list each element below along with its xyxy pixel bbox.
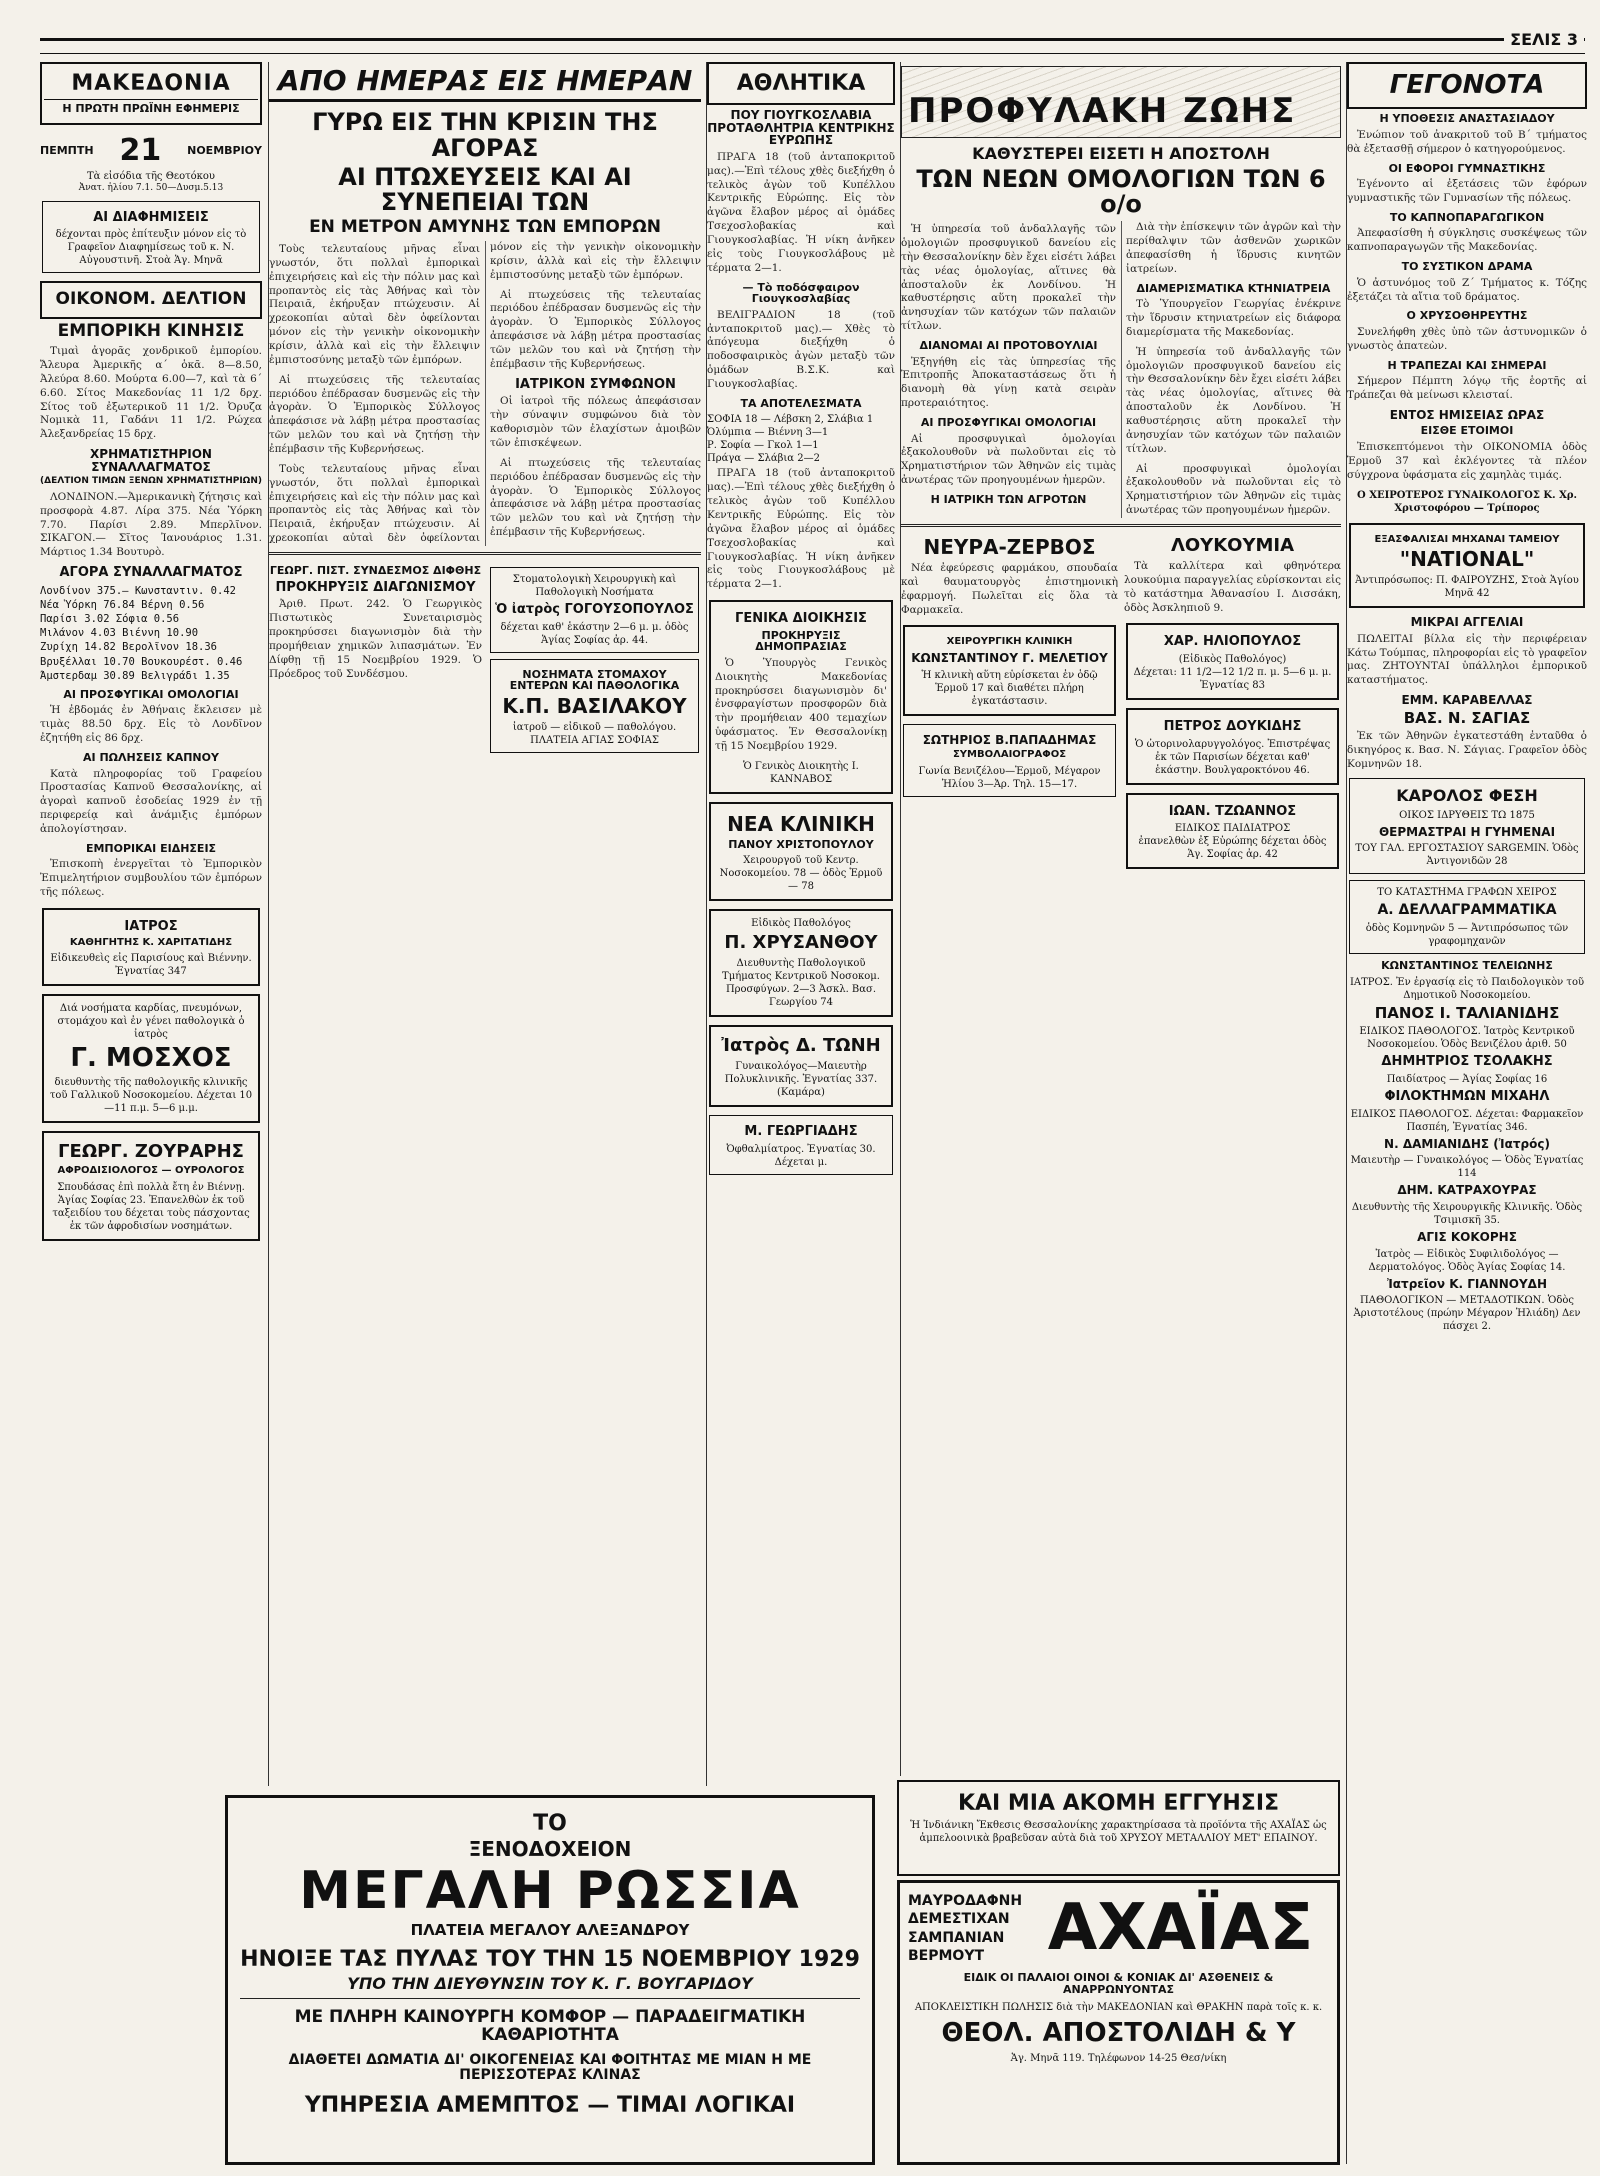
tal-text: ΕΙΔΙΚΟΣ ΠΑΘΟΛΟΓΟΣ. Ἰατρὸς Κεντρικοῦ Νοσοκομείου. Ὁδὸς Βενιζέλου ἀριθ. 50 [1359,1026,1575,1051]
sport-result: ΣΟΦΙΑ 18 — Λέβσκη 2, Σλάβια 1 [707,414,874,426]
nat-sub: Ἀντιπρόσωπος: Π. ΦΑΙΡΟΥΖΗΣ, Στοὰ Ἁγίου Μηνᾶ 42 [1355,575,1579,600]
headline-3: ΕΝ ΜΕΤΡΟΝ ΑΜΥΝΗΣ ΤΩΝ ΕΜΠΟΡΩΝ [309,217,661,238]
date-month: ΝΟΕΜΒΡΙΟΥ [187,143,262,157]
sport-results [707,413,895,465]
ad-papadimas [903,724,1116,797]
headline-1: ΓΥΡΩ ΕΙΣ ΤΗΝ ΚΡΙΣΙΝ ΤΗΣ ΑΓΟΡΑΣ [312,108,658,162]
ad-dim-text: Ὁ Ὑπουργὸς Γενικὸς Διοικητὴς Μακεδονίας προκηρύσσει διαγωνισμὸν δι' ἐνσφραγίστων προσφορῶν διὰ τὴν προμήθειαν 400 τεμαχίων ὑφάσματος. Ἐν Θεσσαλονίκῃ τῇ 15 Νοεμβρίου 1929. [715,656,887,753]
masthead-title: ΜΑΚΕΔΟΝΙΑ [71,71,231,96]
ad-b-hours: ἰατροῦ — εἰδικοῦ — παθολόγου. ΠΛΑΤΕΙΑ ΑΓΙΑΣ ΣΟΦΙΑΣ [512,721,677,746]
geo-name: Μ. ΓΕΩΡΓΙΑΔΗΣ [744,1124,858,1140]
fx-text: ΛΟΝΔΙΝΟΝ.—Ἀμερικανικὴ ζήτησις καὶ προσφορὰ 4.87. Λίρα 375. Νέα Ὑόρκη 7.70. Παρίσι 2.89. Μπερλῖνον. ΣΙΚΑΓΟΝ.— Σῖτος Ἰανουάριος 1.31. Μάρτιος 1.34 Βουτυρὸ. [40,490,262,559]
ach-agent-name: ΘΕΟΛ. ΑΠΟΣΤΟΛΙΔΗ & Υ [941,2018,1296,2049]
column-2 [268,62,701,1786]
gegonota-item-title: ΤΟ ΣΥΣΤΙΚΟΝ ΔΡΑΜΑ [1401,260,1533,274]
tobacco-text: Κατὰ πληροφορίας τοῦ Γραφείου Προστασίας Καπνοῦ Θεσσαλονίκης, αἱ ἀγοραὶ καπνοῦ ἐσοδείας 1929 ἐν τῇ περιφερείᾳ καὶ ἀνάμιξις ἐμπόρων ἀπολογίστησαν. [40,767,262,836]
ach-products [908,1892,1022,1965]
ad-klinik [709,802,893,902]
ad-tzoannos [1126,793,1339,870]
article-body [901,221,1341,518]
iatriko-title: ΙΑΤΡΙΚΟΝ ΣΥΜΦΩΝΟΝ [515,376,676,392]
small-ads-text: ΠΩΛΕΙΤΑΙ βίλλα εἰς τὴν περιφέρειαν Κάτω Τούμπας, πληροφορίαι εἰς τὸ γραφεῖον μας. ΖΗΤΟΥΝΤΑΙ ὑπάλληλοι ἐμπορικοῦ καταστήματος. [1347,632,1587,687]
ad-halkiopoulos [1126,623,1339,700]
ad2-text: Διά νοσήματα καρδίας, πνευμόνων, στομάχου καὶ ἐν γένει παθολογικὰ ὁ ἰατρὸς [57,1003,245,1041]
market-row: Ζυρίχη 14.82 Βερολῖνον 18.36 [40,641,218,654]
gegonota-item-text: Ὁ ἀστυνόμος τοῦ Ζ΄ Τμήματος κ. Τόζης ἐξετάζει τὰ αἴτια τοῦ δράματος. [1347,276,1587,303]
sport-text-2: ΒΕΛΙΓΡΑΔΙΟΝ 18 (τοῦ ἀνταποκριτοῦ μας).— Χθὲς τὸ ἀπόγευμα διεξήχθη ὁ ποδοσφαιρικὸς ἀγὼν μεταξὺ τῶν ὁμάδων Β.Σ.Κ. καὶ Γιουγκοσλαβίας. [707,308,895,390]
ad-national [1349,523,1585,609]
ad-dimoprasia [709,600,893,794]
para-3: Αἱ προσφυγικαὶ ὁμολογίαι ἐξακολουθοῦν νὰ πωλοῦνται εἰς τὸ Χρηματιστήριον τῶν Ἀθηνῶν εἰς τιμὰς ἀνωτέρας τῶν προηγουμένων ἡμερῶν. [1126,462,1341,517]
comp-head: ΓΕΩΡΓ. ΠΙΣΤ. ΣΥΝΔΕΣΜΟΣ ΔΙΦΘΗΣ [269,564,482,578]
hotel-line-2: ΔΙΑΘΕΤΕΙ ΔΩΜΑΤΙΑ ΔΙ' ΟΙΚΟΓΕΝΕΙΑΣ ΚΑΙ ΦΟΙΤΗΤΑΣ ΜΕ ΜΙΑΝ Η ΜΕ ΠΕΡΙΣΣΟΤΕΡΑΣ ΚΛΙΝΑΣ [288,2052,812,2083]
sport-text-3: ΠΡΑΓΑ 18 (τοῦ ἀνταποκριτοῦ μας).—Ἐπὶ τέλους χθὲς διεξήχθη ὁ τελικὸς ἀγὼν τοῦ Κυπέλλου Κεντρικῆς Εὐρώπης. Εἰς τὸν ἀγῶνα ἔλαβον μέρος αἱ ὁμάδες Τσεχοσλοβακίας καὶ Γιουγκοσλαβίας. Ἡ νίκη ἀνῆκεν εἰς τοὺς Γιουγκοσλάβους μὲ τέρματα 2—1. [707,467,895,591]
market-row: Μιλάνον 4.03 Βιέννη 10.90 [40,627,199,640]
trade-title: ΕΜΠΟΡΙΚΗ ΚΙΝΗΣΙΣ [57,321,245,342]
geo-text: Ὀφθαλμίατρος. Ἐγνατίας 30. Δέχεται μ. [726,1143,876,1168]
ads-row [901,533,1341,877]
sport-sub: — Τὸ ποδόσφαιρον Γιουγκοσλαβίας [742,280,860,306]
ad2-name: Γ. ΜΟΣΧΟΣ [70,1043,232,1074]
fx-title: ΧΡΗΜΑΤΙΣΤΗΡΙΟΝ ΣΥΝΑΛΛΑΓΜΑΤΟΣ [90,447,212,474]
econ-title-text: ΟΙΚΟΝΟΜ. ΔΕΛΤΙΟΝ [55,289,247,310]
kat-name: ΔΗΜ. ΚΑΤΡΑΧΟΥΡΑΣ [1397,1183,1537,1198]
para-1: Ἡ ὑπηρεσία τοῦ ἀνδαλλαγῆς τῶν ὁμολογιῶν προσφυγικοῦ δανείου εἰς τὴν Θεσσαλονίκην δὲν ἔχει εἰσέτι λάβει τὰς νέας ὁμολογίας, αἵτινες θὰ ἀποσταλοῦν ἐκ Λονδίνου. Ἡ καθυστέρησις αὕτη προκαλεῖ τὴν ἀνησυχίαν τῶν κατόχων τῶν παλαιῶν τίτλων. [901,223,1116,333]
comp-title: ΠΡΟΚΗΡΥΞΙΣ ΔΙΑΓΩΝΙΣΜΟΥ [275,579,476,595]
del-name: Α. ΔΕΛΛΑΓΡΑΜΜΑΤΙΚΑ [1377,902,1557,919]
ad-meletiou [903,625,1116,715]
neyra-title: ΝΕΥΡΑ-ΖΕΡΒΟΣ [923,535,1096,560]
masthead-subtitle: Η ΠΡΩΤΗ ΠΡΩΪΝΗ ΕΦΗΜΕΡΙΣ [44,99,258,115]
market-row: Νέα Ὑόρκη 76.84 Βέρνη 0.56 [40,598,205,611]
column-3 [706,62,895,1786]
mix-text: ΕΙΔΙΚΟΣ ΠΑΘΟΛΟΓΟΣ. Δέχεται: Φαρμακεῖον Πασπέη, Ἐγνατίας 346. [1350,1108,1584,1133]
fesi-text: ΤΟΥ ΓΑΛ. ΕΡΓΟΣΤΑΣΙΟΥ SARGEMIN. Ὁδὸς Ἀντιγονιδῶν 28 [1355,843,1579,868]
sub-1: ΔΙΑΝΟΜΑΙ ΑΙ ΠΡΟΤΟΒΟΥΛΙΑΙ [919,339,1098,353]
market-title: ΑΓΟΡΑ ΣΥΝΑΛΛΑΓΜΑΤΟΣ [59,565,243,581]
iatriko-text: Οἱ ἰατροὶ τῆς πόλεως ἀπεφάσισαν τὴν σύναψιν συμφώνου διὰ τὸν καθορισμὸν τῶν ἐλαχίστων ἀμοιβῶν τῶν ἐπισκέψεων. [490,395,701,449]
hotel-to: ΤΟ [533,1811,567,1836]
ad-b-name: Κ.Π. ΒΑΣΙΛΑΚΟΥ [502,693,687,718]
oik-sub: ΕΙΣΘΕ ΕΤΟΙΜΟΙ [1420,424,1514,438]
ach-top-title: ΚΑΙ ΜΙΑ ΑΚΟΜΗ ΕΓΓΥΗΣΙΣ [957,1791,1280,1816]
ad-gogousopoulos [490,567,699,653]
sport-text: ΠΡΑΓΑ 18 (τοῦ ἀνταποκριτοῦ μας).—Ἐπὶ τέλους χθὲς διεξήχθη ὁ τελικὸς ἀγὼν τοῦ Κυπέλλου Κεντρικῆς Εὐρώπης. Εἰς τὸν ἀγῶνα ἔλαβον μέρος αἱ ὁμάδες Τσεχοσλοβακίας καὶ Γιουγκοσλαβίας. Ἡ νίκη ἀνῆκεν εἰς τοὺς Γιουγκοσλάβους μὲ τέρματα 2—1. [707,150,895,274]
tso-name: ΔΗΜΗΤΡΙΟΣ ΤΣΟΛΑΚΗΣ [1381,1054,1553,1070]
del-head: ΤΟ ΚΑΤΑΣΤΗΜΑ ΓΡΑΦΩΝ ΧΕΙΡΟΣ [1377,887,1557,899]
sport-banner [707,62,895,105]
tal-name: ΠΑΝΟΣ Ι. ΤΑΛΙΑΝΙΔΗΣ [1374,1003,1560,1022]
ad-fesi [1349,778,1585,874]
oik-text: Ἐπισκεπτόμενοι τὴν ΟΙΚΟΝΟΜΙΑ ὁδὸς Ἑρμοῦ 37 καὶ ἐκλέγοντες τὰ πλέον σύγχρονα ὑφάσματα εἰς χαμηλὰς τιμάς. [1347,441,1587,481]
gegonota-item-text: Συνελήφθη χθὲς ὑπὸ τῶν ἀστυνομικῶν ὁ γνωστὸς ἀπατεὼν. [1347,325,1587,352]
article-para-2: Αἱ πτωχεύσεις τῆς τελευταίας περιόδου ἐπέδρασαν δυσμενῶς εἰς τὴν ἀγορὰν. Ὁ Ἐμπορικὸς Σύλλογος ἀπεφάσισε νὰ λάβῃ μέτρα προστασίας τῶν μελῶν του καὶ νὰ ζητήσῃ τὴν ἐπέμβασιν τῆς Κυβερνήσεως. [269,373,480,456]
ad-dim-title: ΓΕΝΙΚΑ ΔΙΟΙΚΗΣΙΣ [735,611,867,627]
ad-toni [709,1025,893,1107]
mel-title: ΧΕΙΡΟΥΡΓΙΚΗ ΚΛΙΝΙΚΗ [946,636,1073,648]
mel-text: Ἡ κλινικὴ αὕτη εὑρίσκεται ἐν ὁδῷ Ἑρμοῦ 17 καὶ διαθέτει πλήρη ἐγκατάστασιν. [921,669,1098,707]
tel-name: ΚΩΝΣΤΑΝΤΙΝΟΣ ΤΕΛΕΙΩΝΗΣ [1381,959,1553,973]
gegonota-banner [1347,62,1587,109]
gegonota-title: ΓΕΓΟΝΟΤΑ [1389,70,1545,100]
ach-tag: ΕΙΔΙΚ ΟΙ ΠΑΛΑΙΟΙ ΟΙΝΟΙ & ΚΟΝΙΑΚ ΔΙ' ΑΣΘΕΝΕΙΣ & ΑΝΑΡΡΩΝΥΟΝΤΑΣ [963,1971,1274,1996]
section-header: ΑΠΟ ΗΜΕΡΑΣ ΕΙΣ ΗΜΕΡΑΝ [269,66,701,102]
hal-text: Δέχεται: 11 1/2—12 1/2 π. μ. 5—6 μ. μ. Ἐγνατίας 83 [1133,667,1332,692]
article-body [269,241,701,546]
ach-main [908,1891,1329,1966]
pap-text: Γωνία Βενιζέλου—Ἑρμοῦ, Μέγαρον Ἠλίου 3—Ἀρ. Τηλ. 15—17. [918,765,1101,790]
achaia-guarantee [897,1780,1340,1876]
hal-sub: (Εἰδικὸς Παθολόγος) [1178,654,1287,666]
klinik-text: Χειρουργοῦ τοῦ Κεντρ. Νοσοκομείου. 78 — ὁδὸς Ἑρμοῦ — 78 [719,855,883,893]
sport-result: Ρ. Σοφία — Γκολ 1—1 [707,440,819,452]
article-para-5: Αἱ πτωχεύσεις τῆς τελευταίας περιόδου ἐπέδρασαν δυσμενῶς εἰς τὴν ἀγορὰν. Ὁ Ἐμπορικὸς Σύλλογος ἀπεφάσισε νὰ λάβῃ μέτρα προστασίας τῶν μελῶν του καὶ νὰ ζητήσῃ τὴν ἐπέμβασιν τῆς Κυβερνήσεως. [490,456,701,539]
gia-text: ΠΑΘΟΛΟΓΙΚΟΝ — ΜΕΤΑΔΟΤΙΚΩΝ. Ὁδὸς Ἀριστοτέλους (πρώην Μέγαρον Ἡλιάδη) Δεν πάσχει 2. [1353,1295,1581,1333]
ad-georgiadis [709,1115,893,1175]
nat-title: "NATIONAL" [1399,547,1535,572]
fesi-sub: ΟΙΚΟΣ ΙΔΡΥΘΕΙΣ ΤΩ 1875 [1399,809,1535,821]
hotel-name: ΜΕΓΑΛΗ ΡΩΣΣΙΑ [299,1861,801,1922]
date-line [40,131,262,171]
sport-headline: ΠΟΥ ΓΙΟΥΓΚΟΣΛΑΒΙΑ ΠΡΟΤΑΘΛΗΤΡΙΑ ΚΕΝΤΡΙΚΗΣ ΕΥΡΩΠΗΣ [707,108,895,148]
sub-3: Η ΙΑΤΡΙΚΗ ΤΩΝ ΑΓΡΟΤΩΝ [930,493,1087,507]
page-folio: ΣΕΛΙΣ 3 [1504,30,1584,49]
hotel-place: ΠΛΑΤΕΙΑ ΜΕΓΑΛΟΥ ΑΛΕΞΑΝΔΡΟΥ [410,1920,690,1939]
ads-notice-title: ΑΙ ΔΙΑΦΗΜΙΣΕΙΣ [93,209,209,225]
sub-4-text: Τὸ Ὑπουργεῖον Γεωργίας ἐνέκρινε τὴν ἵδρυσιν κτηνιατρείων εἰς διάφορα διαμερίσματα τῆς Μακεδονίας. [1126,298,1341,338]
obligations-title: ΑΙ ΠΡΟΣΦΥΓΙΚΑΙ ΟΜΟΛΟΓΙΑΙ [63,687,239,701]
headline-2: ΤΩΝ ΝΕΩΝ ΟΜΟΛΟΓΙΩΝ ΤΩΝ 6 ο/ο [916,164,1326,218]
fx-subtitle: (ΔΕΛΤΙΟΝ ΤΙΜΩΝ ΞΕΝΩΝ ΧΡΗΜΑΤΙΣΤΗΡΙΩΝ) [40,476,262,487]
small-ads-title: ΜΙΚΡΑΙ ΑΓΓΕΛΙΑΙ [1410,615,1524,630]
chrys-text: Διευθυντὴς Παθολογικοῦ Τμήματος Κεντρικοῦ Νοσοκομ. Προσφύγων. 2—3 Ἀσκλ. Βασ. Γεωργίου 74 [722,958,880,1009]
ads-notice-text: δέχονται πρὸς ἐπίτευξιν μόνον εἰς τὸ Γραφεῖον Διαφημίσεως τοῦ κ. Ν. Αὐγουστινῆ. Στοὰ Ἁγ. Μηνᾶ [55,229,247,267]
ad-a-hours: δέχεται καθ' ἑκάστην 2—6 μ. μ. ὁδὸς Ἁγίας Σοφίας ἀρ. 44. [500,621,689,646]
masthead [40,62,262,125]
market-row: Παρίσι 3.02 Σόφια 0.56 [40,613,180,626]
para-2: Ἡ ὑπηρεσία τοῦ ἀνδαλλαγῆς τῶν ὁμολογιῶν προσφυγικοῦ δανείου εἰς τὴν Θεσσαλονίκην δὲν ἔχει εἰσέτι λάβει τὰς νέας ὁμολογίας, αἵτινες θὰ ἀποσταλοῦν ἐκ Λονδίνου. Ἡ καθυστέρησις αὕτη προκαλεῖ τὴν ἀνησυχίαν τῶν κατόχων τῶν παλαιῶν τίτλων. [1126,345,1341,455]
ad3-text: Σπουδάσας ἐπὶ πολλὰ ἔτη ἐν Βιέννῃ. Ἁγίας Σοφίας 23. Ἐπανελθὼν ἐκ τοῦ ταξειδίου του δέχεται τοὺς πάσχοντας ἐκ τῶν ἀφροδισίων νοσημάτων. [52,1181,250,1232]
weekly: Ο ΧΕΙΡΟΤΕΡΟΣ ΓΥΝΑΙΚΟΛΟΓΟΣ Κ. Χρ. Χριστοφόρου — Τρίπορος [1357,489,1577,514]
article-para-1: Τοὺς τελευταίους μῆνας εἶναι γνωστόν, ὅτι πολλαὶ ἐμπορικαὶ ἐπιχειρήσεις καὶ εἰς τὴν πόλιν μας καὶ προπαντὸς εἰς τὰς Ἀθήνας καὶ τὸν Πειραιᾶ, ἐκήρυξαν πτώχευσιν. Αἱ χρεοκοπίαι αὐταὶ δὲν ὀφείλονται μόνον εἰς τὴν γενικὴν οἰκονομικὴν κρίσιν, ἀλλὰ καὶ εἰς τὴν ἔλλειψιν ἐμπιστοσύνης μεταξὺ τῶν ἐμπόρων. [269,242,480,366]
gegonota-item-title: Η ΥΠΟΘΕΣΙΣ ΑΝΑΣΤΑΣΙΑΔΟΥ [1379,112,1555,126]
neyra-text: Νέα ἐφεύρεσις φαρμάκου, σπουδαία καὶ θαυματουργὸς ἐπιστημονικὴ ἐφαρμογή. Πωλεῖται εἰς ὅλα τὰ Φαρμακεῖα. [901,562,1118,616]
gegonota-item-title: ΟΙ ΕΦΟΡΟΙ ΓΥΜΝΑΣΤΙΚΗΣ [1388,161,1546,175]
mel-name: ΚΩΝΣΤΑΝΤΙΝΟΥ Γ. ΜΕΛΕΤΙΟΥ [911,650,1108,665]
pap-sub: ΣΥΜΒΟΛΑΙΟΓΡΑΦΟΣ [952,749,1067,761]
ach-brand: ΑΧΑΪΑΣ [1047,1891,1314,1965]
mix-name: ΦΙΛΟΚΤΗΜΩΝ ΜΙΧΑΗΛ [1384,1089,1550,1105]
fesi-name: ΚΑΡΟΛΟΣ ΦΕΣΗ [1396,786,1538,806]
del-text: ὁδὸς Κομνηνῶν 5 — Ἀντιπρόσωπος τῶν γραφομηχανῶν [1365,923,1569,948]
competition-notice [269,561,482,759]
gegonota-item-title: ΤΟ ΚΑΠΝΟΠΑΡΑΓΩΓΙΚΟΝ [1389,210,1545,224]
sub-3-text: Διὰ τὴν ἐπίσκεψιν τῶν ἀγρῶν καὶ τὴν περίθαλψιν τῶν ἀσθενῶν χωρικῶν ἀπεφασίσθη ἡ ἵδρυσις κινητῶν ἰατρείων. [1126,221,1341,275]
hotel-ad [225,1795,875,2165]
tzo-text: ἐπανελθὼν ἐξ Εὐρώπης δέχεται ὁδὸς Ἁγ. Σοφίας ἀρ. 42 [1138,836,1327,861]
pap-name: ΣΩΤΗΡΙΟΣ Β.ΠΑΠΑΔΗΜΑΣ [922,732,1097,747]
dam-text: Μαιευτὴρ — Γυναικολόγος — Ὁδὸς Ἐγνατίας 114 [1350,1155,1584,1180]
ach-product: ΒΕΡΜΟΥΤ [908,1947,985,1964]
hotel-rule [240,1998,860,1999]
ad2-text2: διευθυντὴς τῆς παθολογικῆς κλινικῆς τοῦ Γαλλικοῦ Νοσοκομείου. Δέχεται 10—11 π.μ. 5—6 μ.μ. [49,1077,253,1115]
column-5 [1346,62,1587,2164]
ad1-text: Εἰδικευθεὶς εἰς Παρισίους καὶ Βιέννην. Ἐγνατίας 347 [50,953,252,978]
hotel-line-1: ΜΕ ΠΛΗΡΗ ΚΑΙΝΟΥΡΓΗ ΚΟΜΦΟΡ — ΠΑΡΑΔΕΙΓΜΑΤΙΚΗ ΚΑΘΑΡΙΟΤΗΤΑ [294,2007,806,2046]
ach-agent: ΑΠΟΚΛΕΙΣΤΙΚΗ ΠΩΛΗΣΙΣ διὰ τὴν ΜΑΚΕΔΟΝΙΑΝ καὶ ΘΡΑΚΗΝ παρὰ τοῖς κ. κ. [914,2002,1323,2014]
ad-dellagrammatika [1349,880,1585,954]
headline-2: ΑΙ ΠΤΩΧΕΥΣΕΙΣ ΚΑΙ ΑΙ ΣΥΝΕΠΕΙΑΙ ΤΩΝ [338,162,632,216]
sport-result: Πράγα — Σλάβια 2—2 [707,453,820,465]
ad-doukidis [1126,708,1339,785]
tzo-sub: ΕΙΔΙΚΟΣ ΠΑΙΔΙΑΤΡΟΣ [1174,823,1291,835]
market-row: Λονδίνον 375.— Κωνσταντιν. 0.42 [40,584,236,597]
ad-a-text: Στοματολογικὴ Χειρουργικὴ καὶ Παθολογικὴ Νοσήματα [512,574,677,599]
gia-name: Ἰατρεῖον Κ. ΓΙΑΝΝΟΥΔΗ [1387,1276,1547,1291]
nat-head: ΕΞΑΣΦΑΛΙΣΑΙ ΜΗΧΑΝΑΙ ΤΑΜΕΙΟΥ [1374,533,1560,545]
ad-b-text: ΝΟΣΗΜΑΤΑ ΣΤΟΜΑΧΟΥ ΕΝΤΕΡΩΝ ΚΑΙ ΠΑΘΟΛΟΓΙΚΑ [509,667,680,693]
column-4 [900,62,1341,1776]
chrys-title: Εἰδικὸς Παθολόγος [751,918,851,930]
kar-name: ΕΜΜ. ΚΑΡΑΒΕΛΛΑΣ [1401,693,1533,708]
headline-1: ΚΑΘΥΣΤΕΡΕΙ ΕΙΣΕΤΙ Η ΑΠΟΣΤΟΛΗ [972,144,1270,163]
ad3-name: ΓΕΩΡΓ. ΖΟΥΡΑΡΗΣ [58,1141,244,1163]
sub-4: ΔΙΑΜΕΡΙΣΜΑΤΙΚΑ ΚΤΗΝΙΑΤΡΕΙΑ [1136,281,1331,295]
ad1-name: ΚΑΘΗΓΗΤΗΣ Κ. ΧΑΡΙΤΑΤΙΔΗΣ [69,936,233,948]
market-row: Ἄμστερδαμ 30.89 Βελιγράδι 1.35 [40,669,230,682]
ad-doctor-zourari [42,1131,260,1240]
market-table [40,584,262,683]
tso-text: Παιδίατρος — Ἀγίας Σοφίας 16 [1386,1074,1548,1086]
toni-text: Γυναικολόγος—Μαιευτὴρ Πολυκλινικῆς. Ἐγνατίας 337. (Καμάρα) [724,1061,878,1099]
comp-text: Ἀριθ. Πρωτ. 242. Ὁ Γεωργικὸς Πιστωτικὸς Συνεταιρισμὸς προκηρύσσει διαγωνισμὸν διὰ τὴν προμήθειαν χημικῶν λιπασμάτων. Ἐν Δίφθῃ τῇ 15 Νοεμβρίου 1929. Ὁ Πρόεδρος τοῦ Συνδέσμου. [269,598,482,680]
ads-left [901,533,1118,877]
hotel-label: ΞΕΝΟΔΟΧΕΙΟΝ [468,1837,632,1862]
date-day: ΠΕΜΠΤΗ [40,143,94,157]
ach-top-text: Ἡ Ἰνδιάνικη Ἔκθεσις Θεσσαλονίκης χαρακτηρίσασα τὰ προϊόντα τῆς ΑΧΑΪΑΣ ὡς ἀμπελοοινικὰ βραβεῦσαν αὐτὰ διὰ τοῦ ΧΡΥΣΟΥ ΜΕΤΑΛΛΙΟΥ ΜΕΤ' ΕΠΑΙΝΟΥ. [910,1820,1327,1845]
douk-name: ΠΕΤΡΟΣ ΔΟΥΚΙΔΗΣ [1163,719,1302,735]
louk-title: ΛΟΥΚΟΥΜΙΑ [1170,535,1295,557]
ad-chrysanthou [709,909,893,1017]
sport-results-title: ΤΑ ΑΠΟΤΕΛΕΣΜΑΤΑ [740,396,862,410]
article-para-4: Αἱ πτωχεύσεις τῆς τελευταίας περιόδου ἐπέδρασαν δυσμενῶς εἰς τὴν ἀγορὰν. Ὁ Ἐμπορικὸς Σύλλογος ἀπεφάσισε νὰ λάβῃ μέτρα προστασίας τῶν μελῶν του καὶ νὰ ζητήσῃ τὴν ἐπέμβασιν τῆς Κυβερνήσεως. [490,288,701,370]
oik-title: ΕΝΤΟΣ ΗΜΙΣΕΙΑΣ ΩΡΑΣ [1389,407,1545,422]
ach-product: ΔΕΜΕΣΤΙΧΑΝ [908,1911,1010,1928]
gegonota-item-text: Ἐγένοντο αἱ ἐξετάσεις τῶν ἐφόρων γυμναστικῆς τῶν Γυμνασίων τῆς πόλεως. [1347,178,1587,204]
gegonota-item-text: Σήμερον Πέμπτη λόγῳ τῆς ἑορτῆς αἱ Τράπεζαι θὰ μείνωσι κλεισταί. [1347,375,1587,402]
ad-doctor-moschos [42,994,260,1123]
sub-2: ΑΙ ΠΡΟΣΦΥΓΙΚΑΙ ΟΜΟΛΟΓΙΑΙ [920,416,1097,430]
small-ads [488,561,701,759]
ads-right [1124,533,1341,877]
klinik-name: ΠΑΝΟΥ ΧΡΙΣΤΟΠΟΥΛΟΥ [728,837,874,851]
kat-text: Διευθυντὴς τῆς Χειρουργικῆς Κλινικῆς. Ὁδὸς Τσιμισκῆ 35. [1351,1201,1583,1226]
ach-address: Ἁγ. Μηνᾶ 119. Τηλέφωνον 14-25 Θεσ/νίκη [1010,2052,1227,2064]
gegonota-item-text: Ἀπεφασίσθη ἡ σύγκλησις συσκέψεως τῶν καπνοπαραγωγῶν τῆς Μακεδονίας. [1347,227,1587,254]
ad1-title: ΙΑΤΡΟΣ [124,919,178,935]
protfy-title: ΠΡΟΦΥΛΑΚΗ ΖΩΗΣ [908,91,1297,131]
trade-text: Τιμαὶ ἀγορᾶς χονδρικοῦ ἐμπορίου. Ἄλευρα Ἀμερικῆς α΄ ὁκᾶ. 8—8.50, Ἀλεύρα 8.60. Μούρτα 6.00—7, καὶ τὰ 6΄ 6.60. Σίτος Μακεδονίας 11 1/2 δρχ. Σίτος τοῦ ἐξωτερικοῦ 11 1/2. Ὀρυζα Νομικὰ 11, Γαδάνι 11 1/2. Ρώχεα Ἀλεξανδρείας 15 δρχ. [40,345,262,441]
sub-2-text: Αἱ προσφυγικαὶ ὁμολογίαι ἐξακολουθοῦν νὰ πωλοῦνται εἰς τὸ Χρηματιστήριον τῶν Ἀθηνῶν εἰς τιμὰς ἀνωτέρας τῶν προηγουμένων ἡμερῶν. [901,432,1116,487]
hotel-line-3: ΥΠΗΡΕΣΙΑ ΑΜΕΜΠΤΟΣ — ΤΙΜΑΙ ΛΟΓΙΚΑΙ [304,2093,796,2119]
protfy-illustration [901,66,1341,138]
divider [901,524,1341,527]
achaia-ad [897,1880,1340,2165]
douk-text: Ὁ ὠτορινολαρυγγολόγος. Ἐπιστρέψας ἐκ τῶν Παρισίων δέχεται καθ' ἑκάστην. Βουλγαροκτόνου 46. [1134,738,1331,776]
kok-name: ΑΓΙΣ ΚΟΚΟΡΗΣ [1417,1229,1517,1244]
toni-name: Ἰατρὸς Δ. ΤΩΝΗ [721,1035,881,1057]
date-number: 21 [119,132,162,168]
hal-name: ΧΑΡ. ΗΛΙΟΠΟΥΛΟΣ [1163,634,1302,650]
tel-text: ΙΑΤΡΟΣ. Ἐν ἐργασίᾳ εἰς τὸ Παιδολογικὸν τοῦ Δημοτικοῦ Νοσοκομείου. [1349,976,1585,1001]
article-para-3: Τοὺς τελευταίους μῆνας εἶναι γνωστόν, ὅτι πολλαὶ ἐμπορικαὶ ἐπιχειρήσεις καὶ εἰς τὴν πόλιν μας καὶ προπαντὸς εἰς τὰς Ἀθήνας καὶ τὸν Πειραιᾶ, ἐκήρυξαν πτώχευσιν. Αἱ χρεοκοπίαι αὐταὶ δὲν ὀφείλονται μόνον εἰς τὴν γενικὴν οἰκονομικὴν κρίσιν, ἀλλὰ καὶ εἰς τὴν ἔλλειψιν ἐμπιστοσύνης μεταξὺ τῶν ἐμπόρων. [269,240,701,545]
hotel-mgmt: ΥΠΟ ΤΗΝ ΔΙΕΥΘΥΝΣΙΝ ΤΟΥ Κ. Γ. ΒΟΥΓΑΡΙΔΟΥ [347,1973,753,1993]
dam-name: Ν. ΔΑΜΙΑΝΙΔΗΣ (Ἰατρός) [1384,1136,1550,1151]
top-rule [40,38,1585,54]
tobacco-title: ΑΙ ΠΩΛΗΣΕΙΣ ΚΑΠΝΟΥ [83,751,219,765]
gegonota-list [1347,113,1587,403]
market-row: Βρυξέλλαι 10.70 Βουκουρέστ. 0.46 [40,655,243,668]
sub-1-text: Ἐξηγήθη εἰς τὰς ὑπηρεσίας τῆς Ἐπιτροπῆς Ἀποκαταστάσεως ὅτι ἡ διανομὴ θὰ γίνῃ κατὰ σειρὰν προτεραιότητος. [901,355,1116,410]
ad-dim-head: ΠΡΟΚΗΡΥΞΙΣ ΔΗΜΟΠΡΑΣΙΑΣ [755,628,847,654]
chrys-name: Π. ΧΡΥΣΑΝΘΟΥ [724,932,878,954]
ad-vasilakou [490,659,699,753]
fesi-head: ΘΕΡΜΑΣΤΡΑΙ Η ΓΥΗΜΕΝΑΙ [1378,824,1556,839]
feast-day: Τὰ εἰσόδια τῆς Θεοτόκου [86,171,216,183]
gegonota-item-title: Ο ΧΡΥΣΟΘΗΡΕΥΤΗΣ [1406,309,1528,323]
klinik-title: ΝΕΑ ΚΛΙΝΙΚΗ [727,811,875,836]
econ-bulletin-title [40,281,262,319]
hotel-opened: ΗΝΟΙΞΕ ΤΑΣ ΠΥΛΑΣ ΤΟΥ ΤΗΝ 15 ΝΟΕΜΒΡΙΟΥ 1929 [240,1947,860,1973]
sag-text: Ἐκ τῶν Ἀθηνῶν ἐγκατεστάθη ἐνταῦθα ὁ δικηγόρος κ. Βασ. Ν. Σάγιας. Γραφεῖον ὁδὸς Κομνηνῶν 18. [1347,730,1587,771]
ad-dim-sign: Ὁ Γενικὸς Διοικητὴς Ι. ΚΑΝΝΑΒΟΣ [743,760,859,785]
tzo-name: ΙΩΑΝ. ΤΖΩΑΝΝΟΣ [1168,803,1297,819]
ach-product: ΜΑΥΡΟΔΑΦΝΗ [908,1893,1023,1910]
ad3-sub: ΑΦΡΟΔΙΣΙΟΛΟΓΟΣ — ΟΥΡΟΛΟΓΟΣ [57,1165,245,1177]
obligations-text: Ἡ ἐβδομάς ἐν Ἀθήναις ἔκλεισεν μὲ τιμὰς 88.50 δρχ. Εἰς τὸ Λονδῖνον ἐζητήθη εἰς 86 δρχ. [40,704,262,745]
kok-text: Ἰατρὸς — Εἰδικὸς Συφιλιδολόγος — Δερματολόγος. Ὁδὸς Ἁγίας Σοφίας 14. [1368,1248,1566,1273]
sport-title: ΑΘΛΗΤΙΚΑ [736,71,866,96]
gegonota-item-text: Ἐνώπιον τοῦ ἀνακριτοῦ τοῦ Β΄ τμήματος θὰ ἐξετασθῇ σήμερον ὁ κατηγορούμενος. [1347,128,1587,155]
ads-notice [42,201,260,274]
divider [269,552,701,555]
ad-a-name: Ὁ ἰατρὸς ΓΟΓΟΥΣΟΠΟΥΛΟΣ [495,602,694,618]
sport-result: Ὀλύμπια — Βιέννη 3—1 [707,427,829,439]
gegonota-item-title: Η ΤΡΑΠΕΖΑΙ ΚΑΙ ΣΗΜΕΡΑΙ [1387,358,1547,372]
louk-text: Τὰ καλλίτερα καὶ φθηνότερα λουκούμια παραγγελίας εὑρίσκονται εἰς τὸ κατάστημα Ἀθανασίου Ι. Δισσάκη, ὁδὸς Ἀσκληπιοῦ 9. [1124,559,1341,614]
trade-news-text: Ἐπισκοπὴ ἐνεργεῖται τὸ Ἐμπορικὸν Ἐπιμελητήριον συμβουλίου τῶν ἐμπόρων τῆς πόλεως. [40,858,262,899]
notice-row [269,561,701,759]
ad-doctor-1 [42,908,260,986]
ach-product: ΣΑΜΠΑΝΙΑΝ [908,1929,1005,1946]
trade-news-title: ΕΜΠΟΡΙΚΑΙ ΕΙΔΗΣΕΙΣ [85,841,217,855]
sag-name: ΒΑΣ. Ν. ΣΑΓΙΑΣ [1403,708,1531,727]
sun-times: Ἀνατ. ἡλίου 7.1. 50—Δυσμ.5.13 [78,183,224,194]
